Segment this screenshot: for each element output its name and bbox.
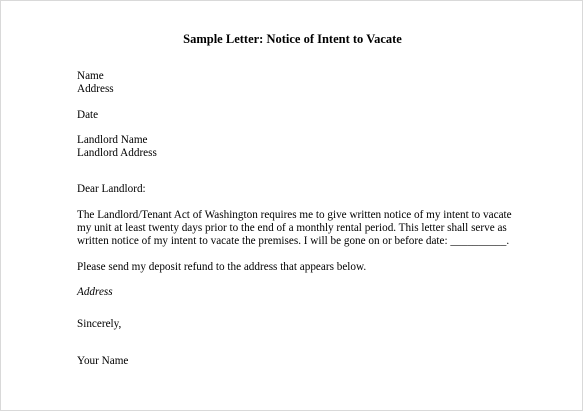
recipient-address: Landlord Address <box>77 147 157 159</box>
sender-address: Address <box>77 83 114 95</box>
document-title: Sample Letter: Notice of Intent to Vacate <box>183 32 402 46</box>
body-paragraph-1-line-3: written notice of my intent to vacate the premises. I will be gone on or before date: __________. <box>77 235 510 247</box>
body-paragraph-1-line-1: The Landlord/Tenant Act of Washington requires me to give written notice of my intent to vacate <box>77 209 512 221</box>
letter-date: Date <box>77 109 99 121</box>
forwarding-address: Address <box>77 286 113 298</box>
recipient-name: Landlord Name <box>77 134 148 146</box>
signature-name: Your Name <box>77 355 129 367</box>
closing: Sincerely, <box>77 318 122 330</box>
salutation: Dear Landlord: <box>77 183 146 195</box>
sender-name: Name <box>77 70 104 82</box>
body-paragraph-2: Please send my deposit refund to the address that appears below. <box>77 261 367 273</box>
body-paragraph-1-line-2: my unit at least twenty days prior to the end of a monthly rental period. This letter shall serve as <box>77 222 507 234</box>
